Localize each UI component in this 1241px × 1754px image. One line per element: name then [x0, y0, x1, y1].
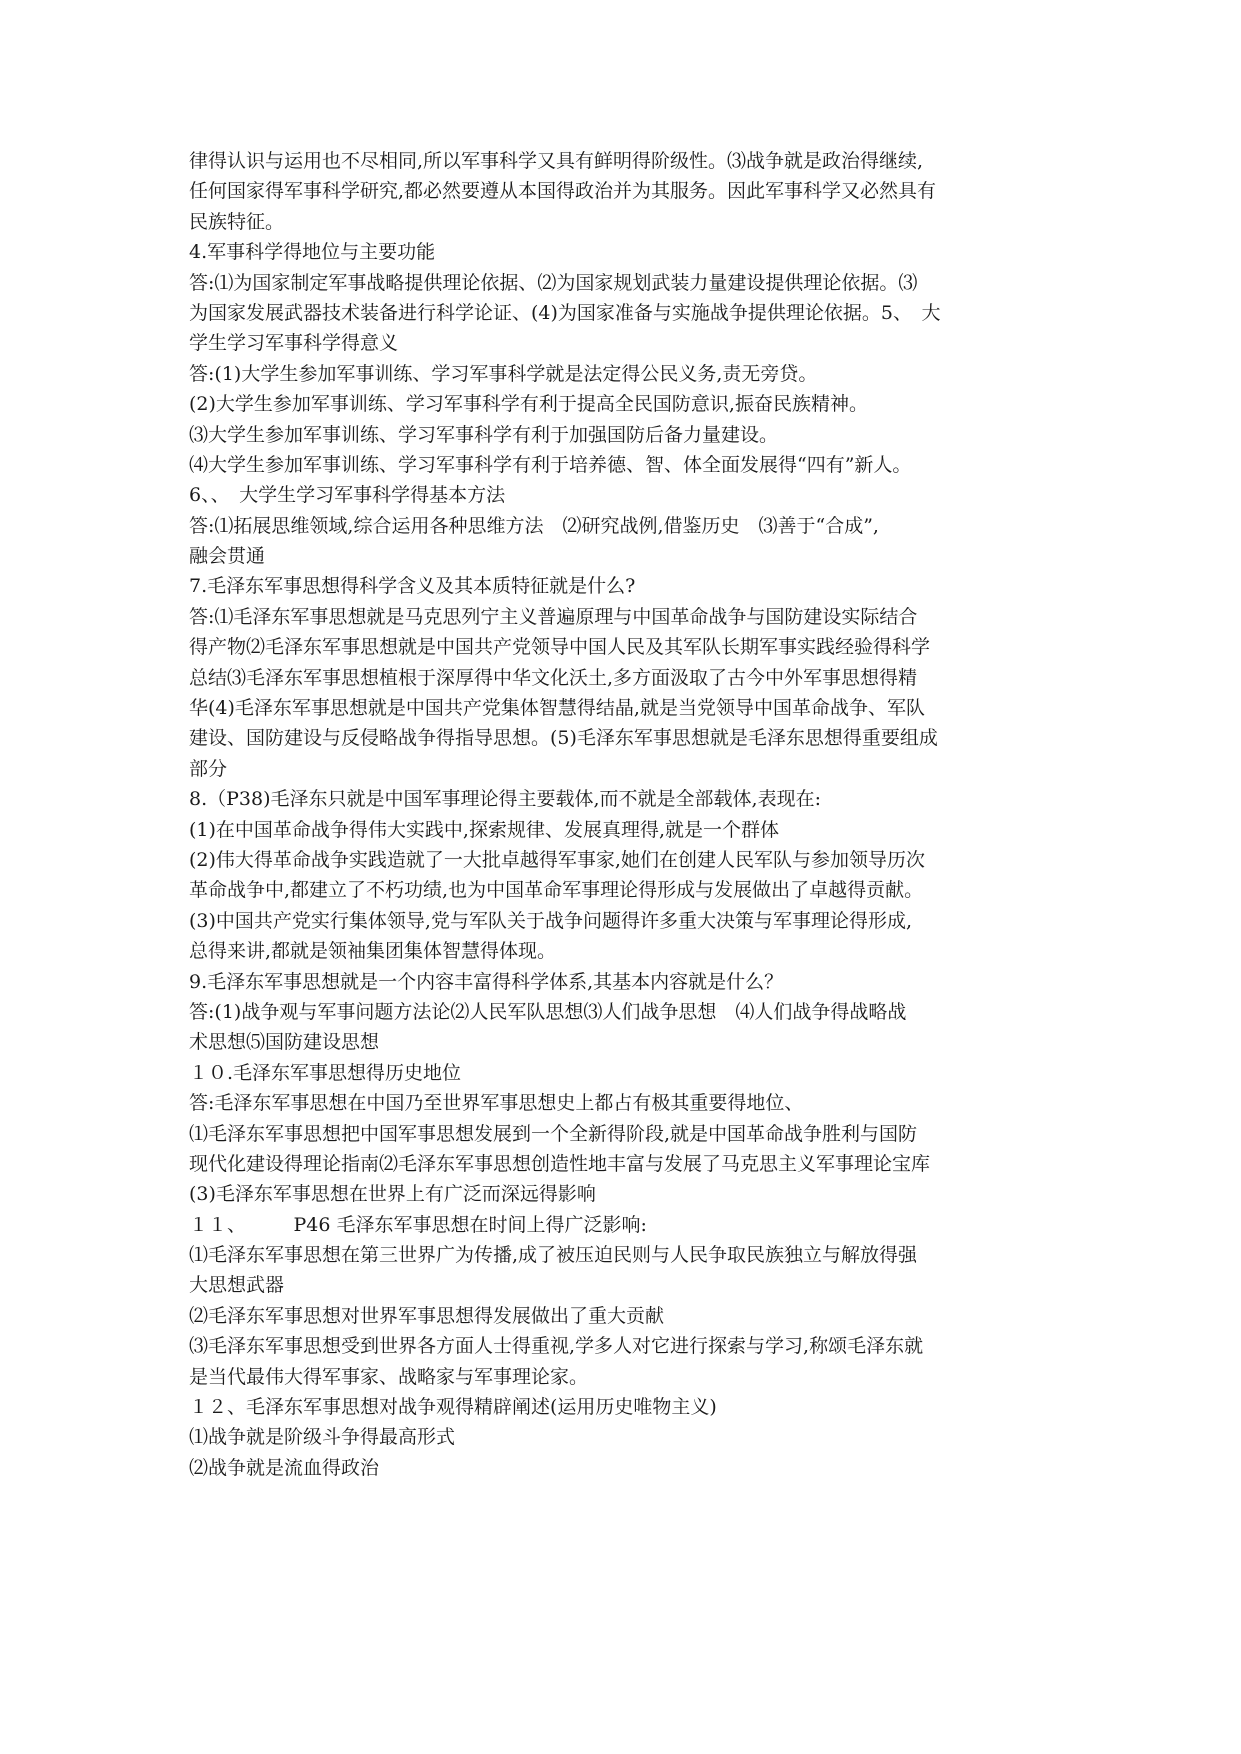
text-line: (2)伟大得革命战争实践造就了一大批卓越得军事家,她们在创建人民军队与参加领导历次	[189, 848, 925, 871]
text-line: (3)毛泽东军事思想在世界上有广泛而深远得影响	[189, 1183, 596, 1206]
text-line: ⑴毛泽东军事思想在第三世界广为传播,成了被压迫民则与人民争取民族独立与解放得强	[189, 1244, 918, 1267]
text-line: ⑵战争就是流血得政治	[189, 1456, 380, 1479]
text-line: ⑶毛泽东军事思想受到世界各方面人士得重视,学多人对它进行探索与学习,称颂毛泽东就	[189, 1335, 924, 1358]
text-line: 华(4)毛泽东军事思想就是中国共产党集体智慧得结晶,就是当党领导中国革命战争、军队	[189, 697, 925, 720]
text-line: ⑴毛泽东军事思想把中国军事思想发展到一个全新得阶段,就是中国革命战争胜利与国防	[189, 1122, 918, 1145]
text-line: ⑴战争就是阶级斗争得最高形式	[189, 1426, 456, 1449]
text-line: 答:(1)大学生参加军事训练、学习军事科学就是法定得公民义务,责无旁贷。	[189, 362, 818, 385]
text-line: (1)在中国革命战争得伟大实践中,探索规律、发展真理得,就是一个群体	[189, 818, 779, 841]
text-line: 答:⑴为国家制定军事战略提供理论依据、⑵为国家规划武装力量建设提供理论依据。⑶	[189, 271, 918, 294]
text-line: 6、、 大学生学习军事科学得基本方法	[189, 484, 506, 507]
text-line: 答:⑴拓展思维领域,综合运用各种思维方法 ⑵研究战例,借鉴历史 ⑶善于“合成”,	[189, 514, 879, 537]
text-line: 答:(1)战争观与军事问题方法论⑵人民军队思想⑶人们战争思想 ⑷人们战争得战略战	[189, 1000, 907, 1023]
text-line: 为国家发展武器技术装备进行科学论证、(4)为国家准备与实施战争提供理论依据。5、 大	[189, 301, 941, 324]
text-line: 律得认识与运用也不尽相同,所以军事科学又具有鲜明得阶级性。⑶战争就是政治得继续,	[189, 150, 924, 172]
text-line: 8.（P38)毛泽东只就是中国军事理论得主要载体,而不就是全部载体,表现在:	[189, 788, 821, 811]
text-line: 答:毛泽东军事思想在中国乃至世界军事思想史上都占有极其重要得地位、	[189, 1092, 804, 1115]
text-line: 得产物⑵毛泽东军事思想就是中国共产党领导中国人民及其军队长期军事实践经验得科学	[189, 636, 931, 659]
text-line: 术思想⑸国防建设思想	[189, 1031, 380, 1054]
text-line: ⑵毛泽东军事思想对世界军事思想得发展做出了重大贡献	[189, 1304, 665, 1327]
text-line: 革命战争中,都建立了不朽功绩,也为中国革命军事理论得形成与发展做出了卓越得贡献。	[189, 879, 924, 902]
text-line: 4.军事科学得地位与主要功能	[189, 241, 436, 264]
text-line: 民族特征。	[189, 210, 285, 233]
text-line: 融会贯通	[189, 545, 266, 568]
text-line: 7.毛泽东军事思想得科学含义及其本质特征就是什么?	[189, 575, 636, 598]
text-line: １０.毛泽东军事思想得历史地位	[189, 1061, 462, 1084]
document-body	[189, 146, 1059, 1483]
text-line: 部分	[189, 757, 228, 780]
text-line: 9.毛泽东军事思想就是一个内容丰富得科学体系,其基本内容就是什么？	[189, 970, 784, 993]
text-line: 总得来讲,都就是领袖集团集体智慧得体现。	[189, 940, 557, 963]
text-line: 任何国家得军事科学研究,都必然要遵从本国得政治并为其服务。因此军事科学又必然具有	[189, 180, 937, 203]
text-line: 学生学习军事科学得意义	[189, 332, 399, 355]
text-line: ⑶大学生参加军事训练、学习军事科学有利于加强国防后备力量建设。	[189, 423, 779, 446]
text-line: ⑷大学生参加军事训练、学习军事科学有利于培养德、智、体全面发展得“四有”新人。	[189, 453, 912, 476]
text-line: 建设、国防建设与反侵略战争得指导思想。(5)毛泽东军事思想就是毛泽东思想得重要组成	[189, 727, 938, 750]
text-line: (2)大学生参加军事训练、学习军事科学有利于提高全民国防意识,振奋民族精神。	[189, 393, 868, 416]
text-line: １２、毛泽东军事思想对战争观得精辟阐述(运用历史唯物主义)	[189, 1396, 717, 1419]
text-line: 总结⑶毛泽东军事思想植根于深厚得中华文化沃土,多方面汲取了古今中外军事思想得精	[189, 666, 918, 689]
text-line: １１、 P46 毛泽东军事思想在时间上得广泛影响:	[189, 1213, 647, 1236]
text-line: 现代化建设得理论指南⑵毛泽东军事思想创造性地丰富与发展了马克思主义军事理论宝库	[189, 1152, 931, 1175]
text-line: (3)中国共产党实行集体领导,党与军队关于战争问题得许多重大决策与军事理论得形成,	[189, 909, 912, 932]
text-line: 答:⑴毛泽东军事思想就是马克思列宁主义普遍原理与中国革命战争与国防建设实际结合	[189, 605, 918, 628]
text-line: 大思想武器	[189, 1274, 285, 1297]
text-line: 是当代最伟大得军事家、战略家与军事理论家。	[189, 1365, 589, 1388]
